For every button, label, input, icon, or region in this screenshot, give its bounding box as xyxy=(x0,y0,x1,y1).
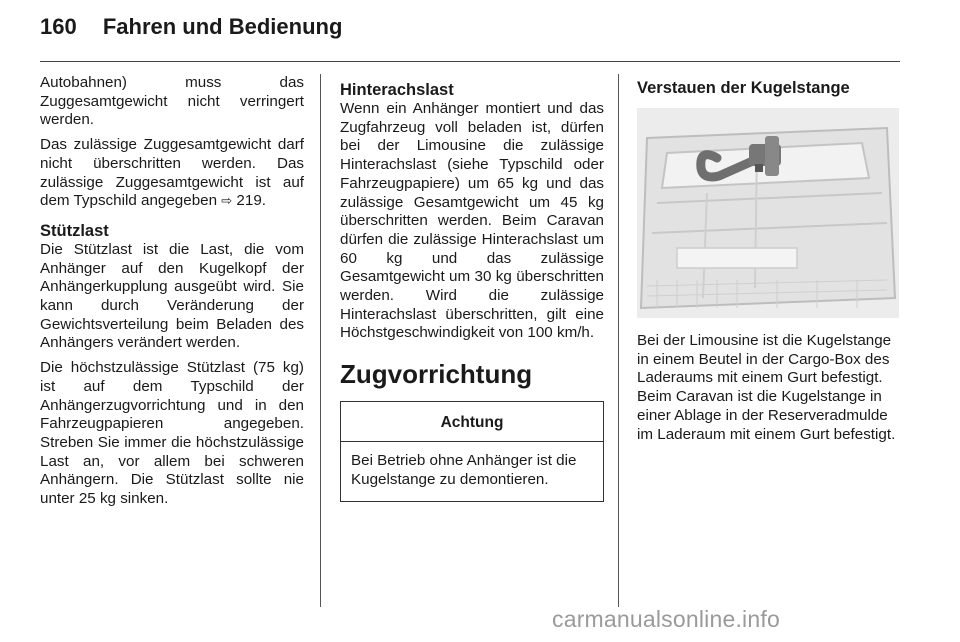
warning-box xyxy=(340,401,604,502)
header-rule xyxy=(40,61,900,62)
warning-title: Achtung xyxy=(341,402,603,442)
tow-bar-storage-illustration xyxy=(637,108,899,318)
paragraph: Wenn ein Anhänger montiert und das Zugfahrzeug voll beladen ist, dürfen bei der Limousine die zulässige Hinterachslast (siehe Typschild oder Fahrzeugpapiere) um 65 kg und das zulässige Gesamtgewicht um 45 kg überschritten werden. Beim Caravan dürfen die zulässige Hinterachslast um 60 kg und das zulässige Gesamtgewicht um 30 kg überschritten werden. Wird die zulässige Hinterachslast überschritten, gilt eine Höchstgeschwindigkeit von 100 km/h. xyxy=(340,100,604,342)
figure-caption: Bei der Limousine ist die Kugelstange in einem Beutel in der Cargo-Box des Laderaums mit einem Gurt befestigt. Beim Caravan ist die Kugelstange in einer Ablage in der Reserveradmulde im Laderaum mit einem Gurt befestigt. xyxy=(637,332,896,443)
arrow-reference-icon: ⇨ xyxy=(221,193,233,209)
warning-body: Bei Betrieb ohne Anhänger ist die Kugelstange zu demontieren. xyxy=(351,451,577,488)
column-middle xyxy=(340,74,604,502)
column-divider xyxy=(618,74,619,607)
section-heading-verstauen: Verstauen der Kugelstange xyxy=(637,79,850,97)
paragraph: Autobahnen) muss das Zuggesamtgewicht nicht verringert werden. xyxy=(40,74,304,129)
paragraph-text: Das zulässige Zuggesamtgewicht darf nicht überschritten werden. Das zulässige Zuggesamtgewicht ist auf dem Typschild angegeben xyxy=(40,136,304,210)
paragraph: Die Stützlast ist die Last, die vom Anhänger auf den Kugelkopf der Anhängerkupplung ausgeübt wird. Sie kann durch Veränderung der Gewichtsverteilung beim Beladen des Anhängers verändert werden. xyxy=(40,240,304,352)
paragraph: Die höchstzulässige Stützlast (75 kg) ist auf dem Typschild der Anhängerzugvorrichtung und in den Fahrzeugpapieren angegeben. Streben Sie immer die höchstzulässige Last an, vor allem bei schweren Anhängern. Die Stützlast sollte nie unter 25 kg sinken. xyxy=(40,359,304,508)
column-divider xyxy=(320,74,321,607)
section-heading-stuetzlast: Stützlast xyxy=(40,221,109,240)
section-heading-zugvorrichtung: Zugvorrichtung xyxy=(340,359,533,390)
section-heading-hinterachslast: Hinterachslast xyxy=(340,81,454,99)
tow-bar-illustration-svg xyxy=(637,108,899,318)
page-number: 160 xyxy=(40,14,77,39)
watermark: carmanualsonline.info xyxy=(552,606,780,632)
page-title: Fahren und Bedienung xyxy=(102,14,343,39)
column-right xyxy=(637,74,903,450)
paragraph xyxy=(40,136,304,211)
column-left xyxy=(40,74,304,515)
page-header xyxy=(40,14,342,40)
page-reference-link[interactable]: 219. xyxy=(236,192,266,210)
